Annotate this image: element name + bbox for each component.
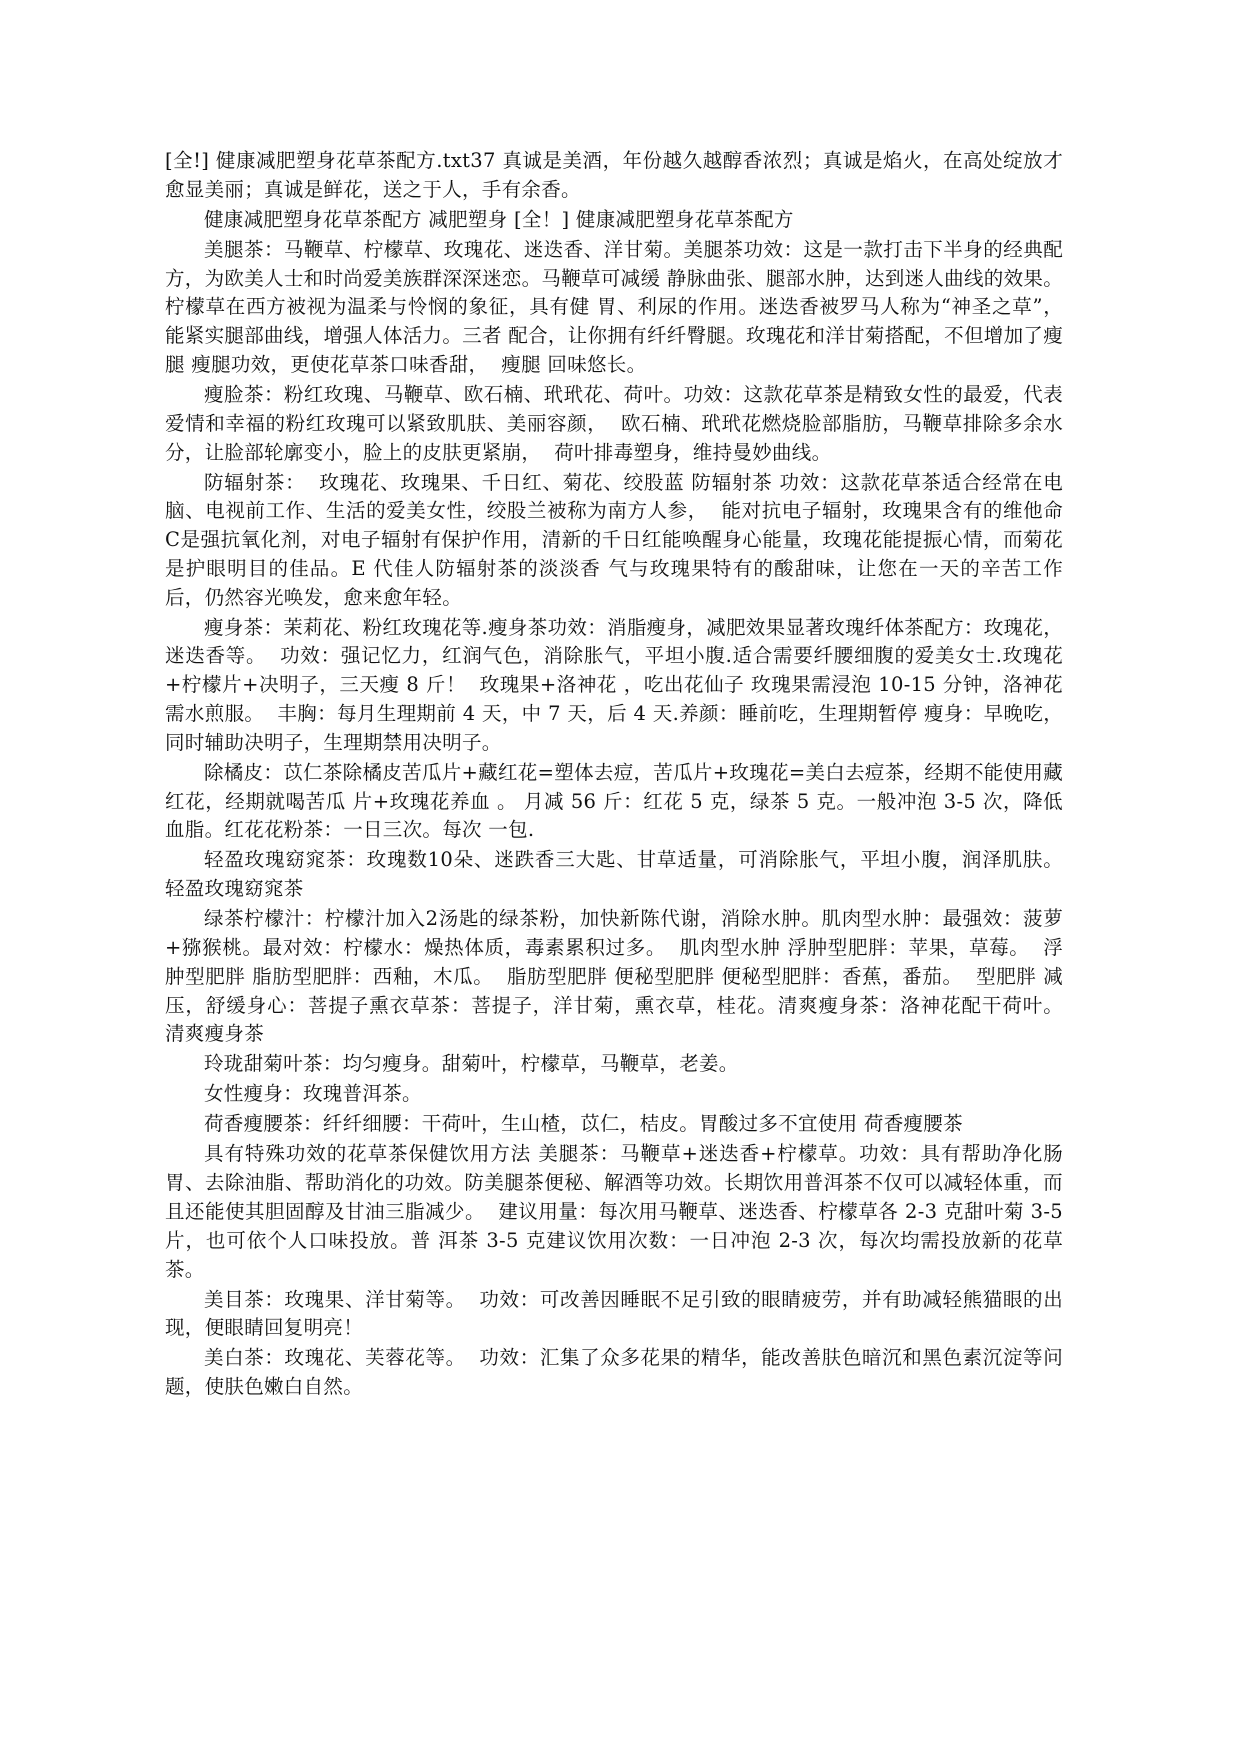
women-slimming-paragraph: 女性瘦身：玫瑰普洱茶。 (204, 1082, 422, 1106)
slimming-tea-paragraph: 瘦身茶：茉莉花、粉红玫瑰花等.瘦身茶功效：消脂瘦身，减肥效果显著玫瑰纤体茶配方：玫瑰花，迷迭香等。 功效：强记忆力，红润气色，消除胀气，平坦小腹.适合需要纤腰细腹的爱美女士.玫瑰花+柠檬片+决明子，三天瘦 8 斤！ 玫瑰果+洛神花 ，吃出花仙子 玫瑰果需浸泡 10-15 分钟，洛神花需水煎服。 丰胸：每月生理期前 4 天，中 7 天，后 4 天.养颜：睡前吃，生理期暂停 瘦身：早晚吃，同时辅助决明子，生理期禁用决明子。 (165, 615, 1063, 754)
health-usage-paragraph: 具有特殊功效的花草茶保健饮用方法 美腿茶：马鞭草+迷迭香+柠檬草。功效：具有帮助净化肠胃、去除油脂、帮助消化的功效。防美腿茶便秘、解酒等功效。长期饮用普洱茶不仅可以减轻体重，而且还能使其胆固醇及甘油三脂减少。 建议用量：每次用马鞭草、迷迭香、柠檬草各 2-3 克甜叶菊 3-5 片，也可依个人口味投放。普 洱茶 3-5 克建议饮用次数：一日冲泡 2-3 次，每次均需投放新的花草茶。 (165, 1142, 1070, 1281)
face-slimming-tea-paragraph: 瘦脸茶：粉红玫瑰、马鞭草、欧石楠、玳玳花、荷叶。功效：这款花草茶是精致女性的最爱，代表爱情和幸福的粉红玫瑰可以紧致肌肤、美丽容颜， 欧石楠、玳玳花燃烧脸部脂肪，马鞭草排除多余水分，让脸部轮廓变小，脸上的皮肤更紧崩， 荷叶排毒塑身，维持曼妙曲线。 (165, 382, 1063, 464)
rose-slim-tea-paragraph: 轻盈玫瑰窈窕茶：玫瑰数10朵、迷跌香三大匙、甘草适量，可消除胀气，平坦小腹，润泽肌肤。 轻盈玫瑰窈窕茶 (165, 848, 1076, 901)
document-subtitle-paragraph: 健康减肥塑身花草茶配方 减肥塑身 [全！] 健康减肥塑身花草茶配方 (204, 207, 794, 231)
lotus-waist-tea-paragraph: 荷香瘦腰茶：纤纤细腰：干荷叶，生山楂，苡仁，桔皮。胃酸过多不宜使用 荷香瘦腰茶 (204, 1112, 963, 1136)
stevia-tea-paragraph: 玲珑甜菊叶茶：均匀瘦身。甜菊叶，柠檬草，马鞭草，老姜。 (204, 1052, 739, 1076)
document-heading-paragraph: [全!] 健康减肥塑身花草茶配方.txt37 真诚是美酒，年份越久越醇香浓烈；真诚是焰火，在高处绽放才愈显美丽；真诚是鲜花，送之于人，手有余香。 (165, 149, 1063, 201)
document-page (165, 147, 1076, 1402)
green-tea-lemon-paragraph: 绿茶柠檬汁：柠檬汁加入2汤匙的绿茶粉，加快新陈代谢，消除水肿。肌肉型水肿：最强效：菠萝+猕猴桃。最对效：柠檬水：燥热体质，毒素累积过多。 肌肉型水肿 浮肿型肥胖：苹果，草莓。 浮肿型肥胖 脂肪型肥胖：西釉，木瓜。 脂肪型肥胖 便秘型肥胖 便秘型肥胖：香蕉，番茄。 型肥胖 减压，舒缓身心：菩提子熏衣草茶：菩提子，洋甘菊，熏衣草，桂花。清爽瘦身茶：洛神花配干荷叶。 清爽瘦身茶 (165, 907, 1076, 1046)
whitening-tea-paragraph: 美白茶：玫瑰花、芙蓉花等。 功效：汇集了众多花果的精华，能改善肤色暗沉和黑色素沉淀等问题，使肤色嫩白自然。 (165, 1346, 1063, 1399)
eye-tea-paragraph: 美目茶：玫瑰果、洋甘菊等。 功效：可改善因睡眠不足引致的眼睛疲劳，并有助减轻熊猫眼的出现，便眼睛回复明亮！ (165, 1287, 1063, 1340)
anti-radiation-tea-paragraph: 防辐射茶： 玫瑰花、玫瑰果、千日红、菊花、绞股蓝 防辐射茶 功效：这款花草茶适合经常在电脑、电视前工作、生活的爱美女性，绞股兰被称为南方人参， 能对抗电子辐射，玫瑰果含有的维他命C是强抗氧化剂，对电子辐射有保护作用，清新的千日红能唤醒身心能量，玫瑰花能提振心情，而菊花是护眼明目的佳品。E 代佳人防辐射茶的淡淡香 气与玫瑰果特有的酸甜味，让您在一天的辛苦工作后，仍然容光唤发，愈来愈年轻。 (165, 470, 1063, 609)
leg-slimming-tea-paragraph: 美腿茶：马鞭草、柠檬草、玫瑰花、迷迭香、洋甘菊。美腿茶功效：这是一款打击下半身的经典配方，为欧美人士和时尚爱美族群深深迷恋。马鞭草可减缓 静脉曲张、腿部水肿，达到迷人曲线的效果。柠檬草在西方被视为温柔与怜悯的象征，具有健 胃、利尿的作用。迷迭香被罗马人称为“神圣之草”，能紧实腿部曲线，增强人体活力。三者 配合，让你拥有纤纤臀腿。玫瑰花和洋甘菊搭配，不但增加了瘦腿 瘦腿功效，更使花草茶口味香甜， 瘦腿 回味悠长。 (165, 237, 1063, 376)
cellulite-tea-paragraph: 除橘皮：苡仁茶除橘皮苦瓜片+藏红花=塑体去痘，苦瓜片+玫瑰花=美白去痘茶，经期不能使用藏红花，经期就喝苦瓜 片+玫瑰花养血 。 月减 56 斤：红花 5 克，绿茶 5 克。一般冲泡 3-5 次，降低血脂。红花花粉茶：一日三次。每次 一包. (165, 760, 1063, 842)
